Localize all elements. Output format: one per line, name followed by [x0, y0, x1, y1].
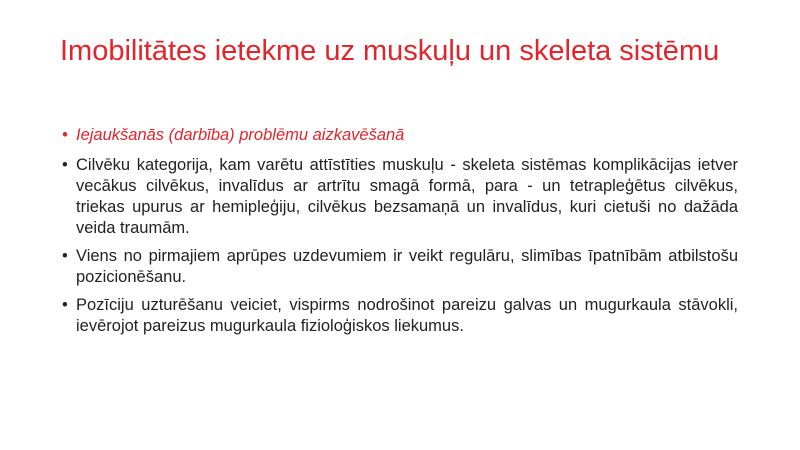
- bullet-marker: •: [62, 247, 68, 265]
- bullet-item-positioning: [62, 246, 738, 288]
- bullet-item-spine-alignment: [62, 295, 738, 337]
- bullet-item-risk-groups: [62, 155, 738, 239]
- bullet-marker: •: [62, 296, 68, 314]
- bullet-text: Viens no pirmajiem aprūpes uzdevumiem ir veikt regulāru, slimības īpatnībām atbilstošu pozicionēšanu.: [76, 247, 738, 286]
- bullet-list: [62, 125, 738, 344]
- bullet-marker: •: [62, 126, 68, 144]
- bullet-text: Iejaukšanās (darbība) problēmu aizkavēšanā: [76, 126, 405, 144]
- bullet-item-intervention: [62, 125, 738, 146]
- bullet-marker: •: [62, 156, 68, 174]
- slide-title: Imobilitātes ietekme uz muskuļu un skeleta sistēmu: [60, 35, 720, 67]
- bullet-text: Pozīciju uzturēšanu veiciet, vispirms nodrošinot pareizu galvas un mugurkaula stāvokli, ievērojot pareizus mugurkaula fizioloģiskos liekumus.: [76, 296, 738, 335]
- bullet-text: Cilvēku kategorija, kam varētu attīstīties muskuļu - skeleta sistēmas komplikācijas ietver vecākus cilvēkus, invalīdus ar artrītu smagā formā, para - un tetrapleģētus cilvēkus, triekas upurus ar hemipleģiju, cilvēkus bezsamaņā un invalīdus, kuri cietuši no dažāda veida traumām.: [76, 156, 738, 237]
